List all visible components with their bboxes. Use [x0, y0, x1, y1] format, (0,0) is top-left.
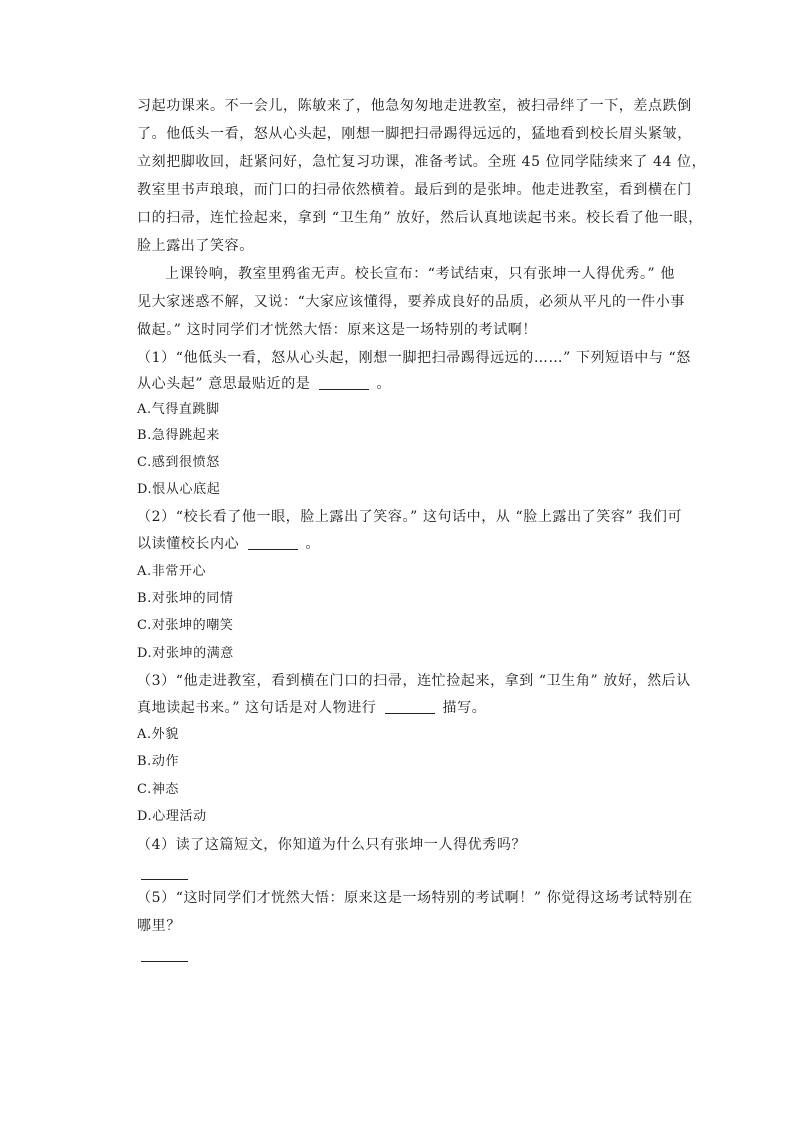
passage-line: 上课铃响，教室里鸦雀无声。校长宣布：“考试结束，只有张坤一人得优秀。” 他 [165, 266, 675, 282]
question-3-stem-text: 真地读起书来。” 这句话是对人物进行 [137, 700, 377, 716]
question-2-option-d[interactable]: D.对张坤的满意 [137, 646, 234, 661]
question-1-option-d[interactable]: D.恨从心底起 [137, 482, 221, 497]
passage-line: 立刻把脚收回，赶紧问好，急忙复习功课，准备考试。全班 45 位同学陆续来了 44 位， [137, 154, 707, 170]
question-3-stem: （3）“他走进教室，看到横在门口的扫帚，连忙捡起来，拿到 “卫生角” 放好，然后认 [137, 673, 691, 689]
passage-line: 做起。” 这时同学们才恍然大悟：原来这是一场特别的考试啊！ [137, 322, 538, 338]
passage-line: 口的扫帚，连忙捡起来，拿到 “卫生角” 放好，然后认真地读起书来。校长看了他一眼， [137, 210, 703, 226]
passage-line: 了。他低头一看，怒从心头起，刚想一脚把扫帚踢得远远的，猛地看到校长眉头紧皱， [137, 126, 692, 142]
question-3-option-a[interactable]: A.外貌 [137, 727, 179, 742]
question-3-option-d[interactable]: D.心理活动 [137, 809, 207, 824]
passage-line: 见大家迷惑不解，又说：“大家应该懂得，要养成良好的品质，必须从平凡的一件小事 [137, 294, 685, 310]
question-2-blank[interactable] [248, 535, 298, 550]
question-1-option-b[interactable]: B.急得跳起来 [137, 428, 220, 443]
question-2-option-c[interactable]: C.对张坤的嘲笑 [137, 618, 234, 633]
question-2-stem-end: 。 [305, 536, 320, 552]
question-3-option-c[interactable]: C.神态 [137, 782, 180, 797]
question-1-stem: （1）“他低头一看，怒从心头起，刚想一脚把扫帚踢得远远的……” 下列短语中与 “怒 [137, 350, 691, 366]
passage-line: 脸上露出了笑容。 [137, 238, 254, 254]
question-2-stem: （2）“校长看了他一眼，脸上露出了笑容。” 这句话中，从 “脸上露出了笑容” 我们可 [137, 509, 683, 525]
passage-line: 习起功课来。不一会儿，陈敏来了，他急匆匆地走进教室，被扫帚绊了一下，差点跌倒 [137, 98, 692, 114]
question-5-stem: （5）“这时同学们才恍然大悟：原来这是一场特别的考试啊！” 你觉得这场考试特别在 [137, 890, 693, 906]
question-3-stem-cont [137, 698, 486, 718]
question-1-stem-end: 。 [376, 376, 392, 392]
passage-line: 教室里书声琅琅，而门口的扫帚依然横着。最后到的是张坤。他走进教室，看到横在门 [137, 182, 692, 198]
question-5-stem-cont: 哪里？ [137, 918, 181, 934]
question-5-answer-line[interactable] [141, 961, 188, 962]
question-1-option-c[interactable]: C.感到很愤怒 [137, 455, 220, 470]
question-3-stem-end: 描写。 [442, 700, 487, 716]
question-2-stem-cont [137, 534, 320, 554]
question-1-blank[interactable] [319, 375, 369, 390]
question-2-option-a[interactable]: A.非常开心 [137, 564, 207, 579]
question-3-option-b[interactable]: B.动作 [137, 754, 180, 769]
question-1-stem-cont [137, 374, 391, 394]
question-4-stem: （4）读了这篇短文，你知道为什么只有张坤一人得优秀吗？ [137, 837, 527, 853]
question-3-blank[interactable] [385, 699, 435, 714]
question-2-option-b[interactable]: B.对张坤的同情 [137, 591, 234, 606]
question-1-option-a[interactable]: A.气得直跳脚 [137, 402, 220, 417]
question-4-answer-line[interactable] [141, 879, 188, 880]
question-1-stem-text: 从心头起” 意思最贴近的是 [137, 376, 311, 392]
question-2-stem-text: 以读懂校长内心 [137, 536, 240, 552]
